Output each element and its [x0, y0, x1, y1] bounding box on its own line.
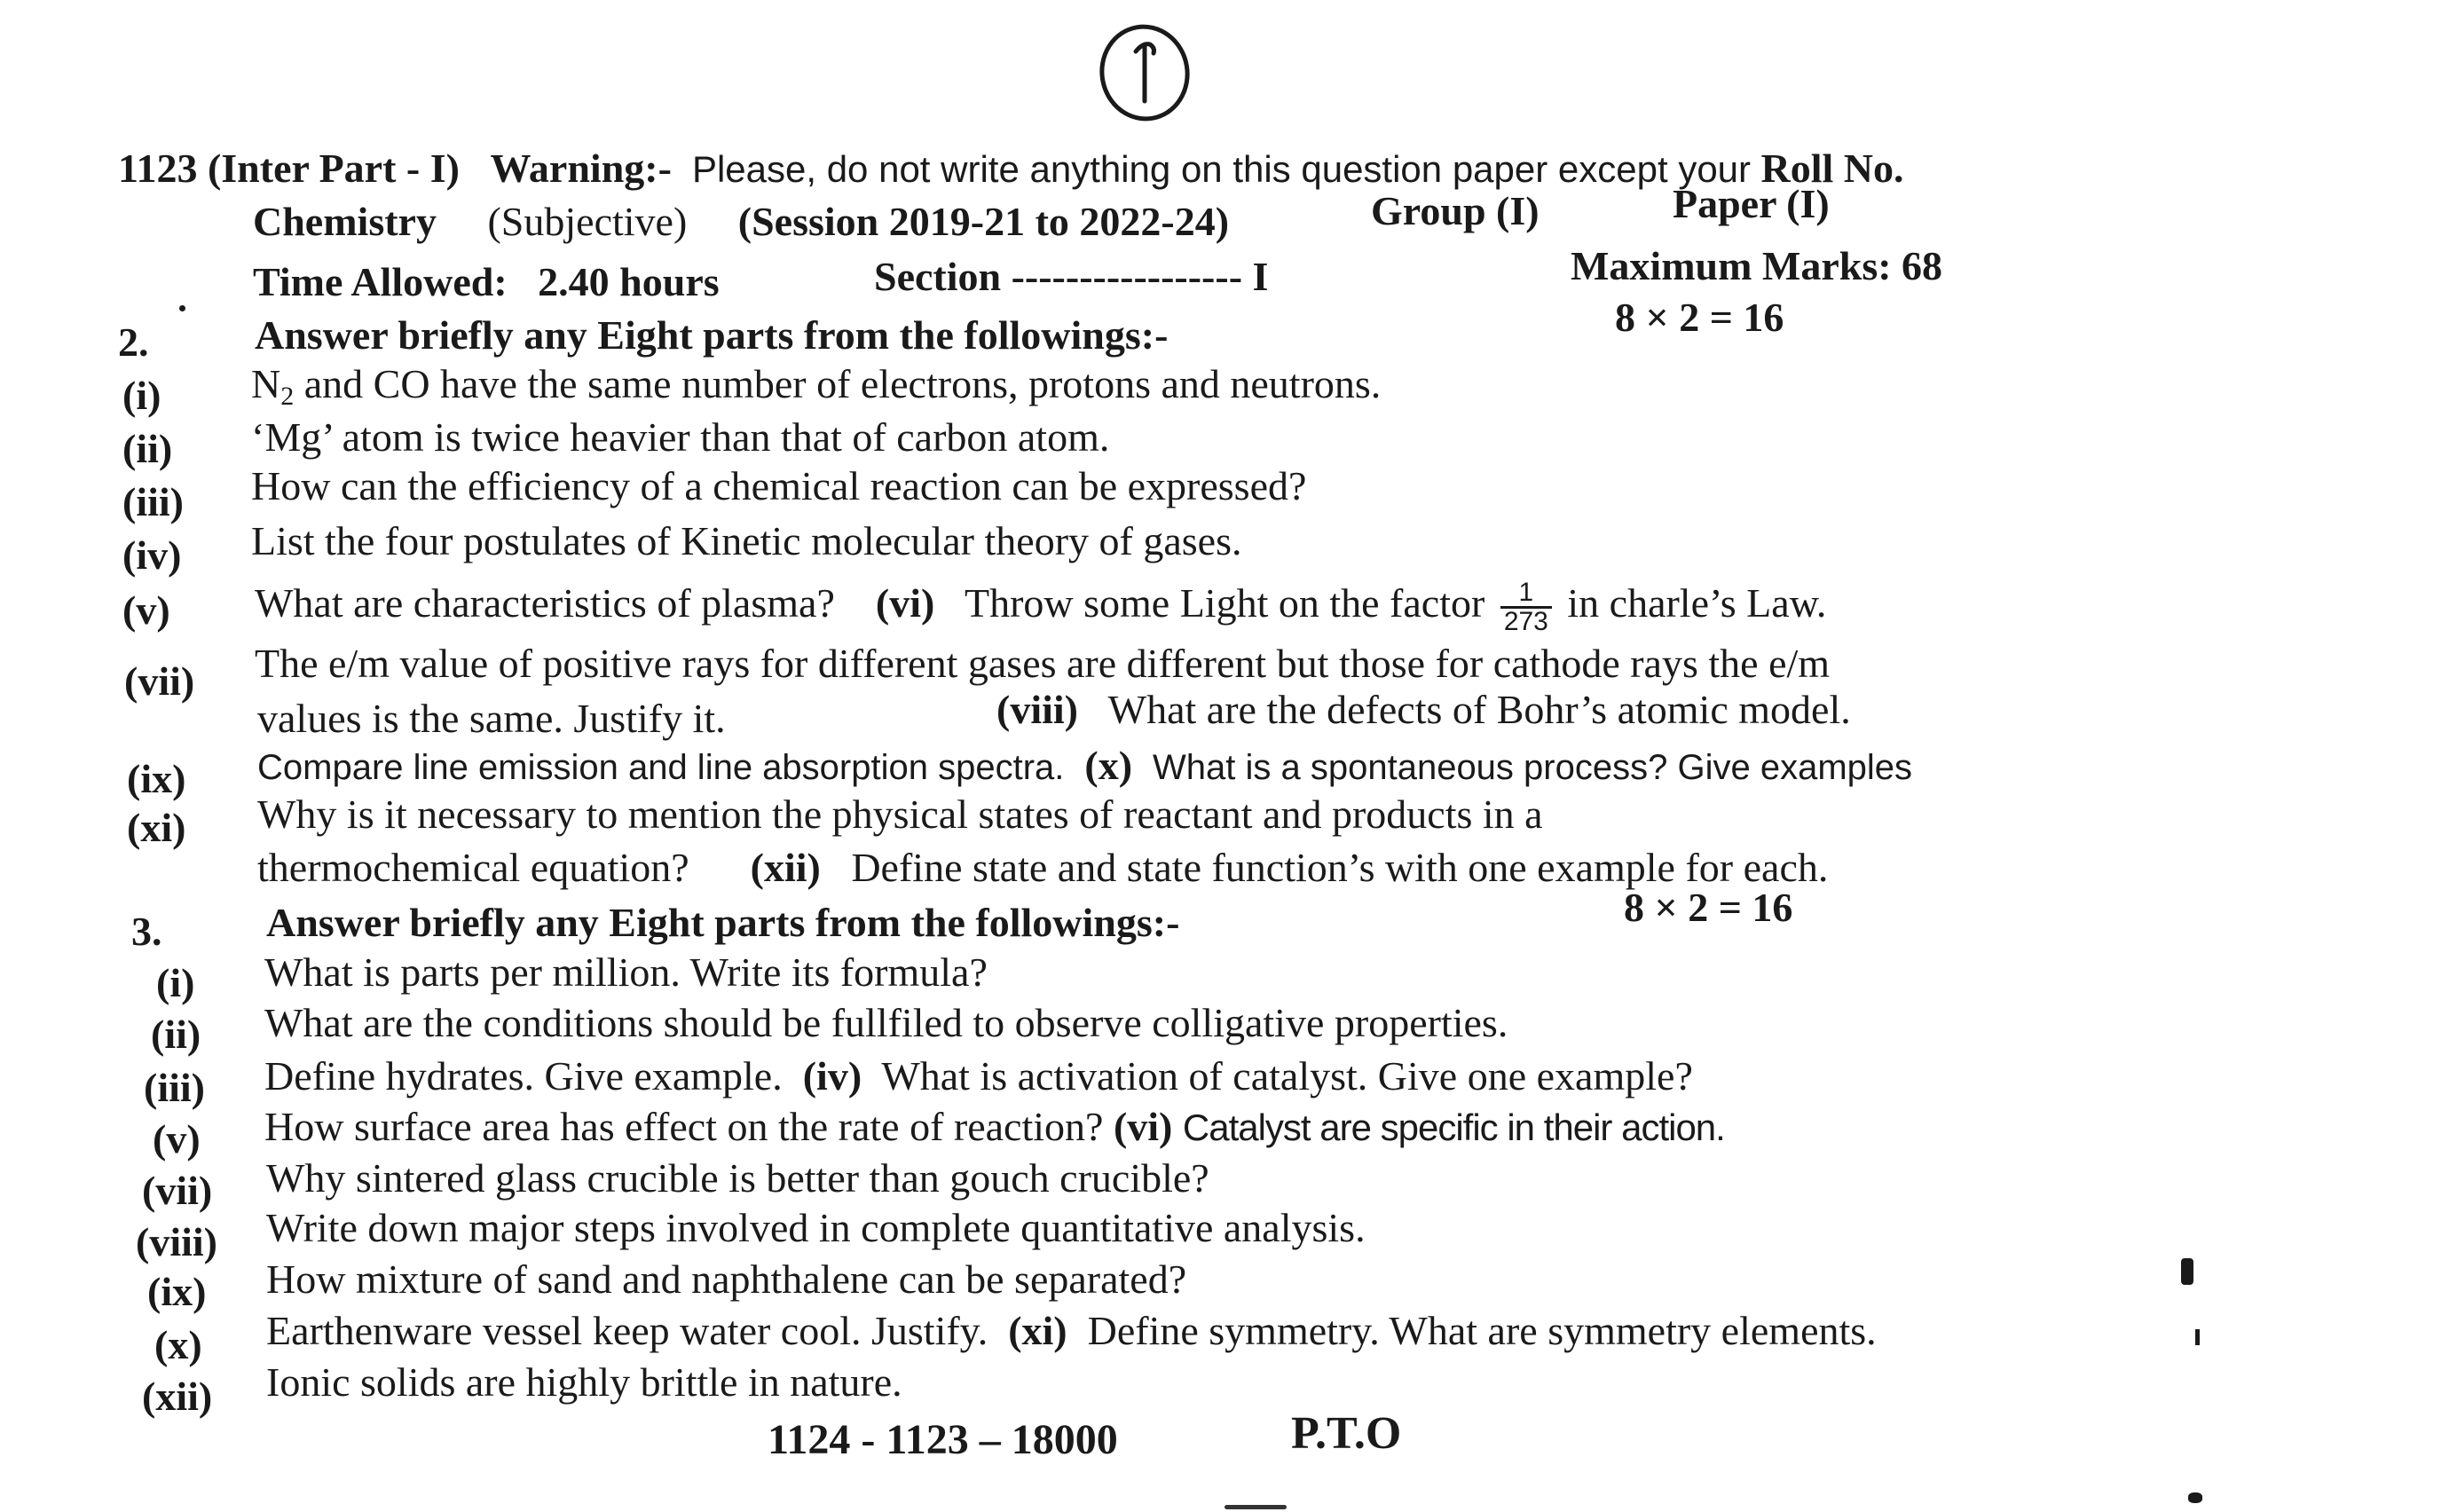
q2-number: 2.	[118, 319, 149, 365]
q3-label-iii: (iii)	[144, 1065, 205, 1110]
roll-no-text: Roll No.	[1760, 146, 1904, 191]
q3-label-iv: (iv)	[802, 1053, 862, 1099]
time-label: Time Allowed:	[253, 259, 508, 304]
scan-speck-mark	[2188, 1492, 2202, 1503]
q2-label-xi: (xi)	[127, 805, 186, 850]
q3-label-vii: (vii)	[142, 1168, 213, 1213]
q3-part-vii: Why sintered glass crucible is better than gouch crucible?	[266, 1155, 1209, 1201]
q3-label-ii: (ii)	[151, 1012, 201, 1057]
q2-instruction: Answer briefly any Eight parts from the followings:-	[255, 312, 1169, 358]
q2-label-vii: (vii)	[124, 658, 195, 704]
time-value: 2.40 hours	[538, 259, 720, 304]
subject-name: Chemistry	[253, 199, 437, 244]
q3-part-xi: Define symmetry. What are symmetry elements.	[1087, 1308, 1877, 1353]
q2-part-i: $N_2$ and CO have the same number of electrons, protons and neutrons.	[251, 361, 1382, 411]
q2-part-xi-line2: thermochemical equation?	[257, 845, 689, 890]
q2-part-viii: What are the defects of Bohr’s atomic model.	[1107, 687, 1851, 732]
session-text: (Session 2019-21 to 2022-24)	[737, 199, 1230, 244]
q3-part-v: How surface area has effect on the rate of reaction?	[264, 1104, 1104, 1149]
header-line-2	[253, 197, 1229, 247]
group-text: Group (I)	[1371, 188, 1540, 233]
q2-part-v-vi: What are characteristics of plasma? (vi) Throw some Light on the factor $\frac{1}{273}$ in charle’s Law.	[255, 577, 1827, 636]
q2-label-i: (i)	[122, 373, 161, 418]
q2-part-vii-line2: values is the same. Justify it.	[257, 696, 726, 741]
q2-label-iv: (iv)	[122, 532, 182, 578]
paper-number: Paper (I)	[1673, 181, 1830, 226]
q2-marks: 8 × 2 = 16	[1615, 295, 1784, 340]
header-line-3	[253, 257, 720, 307]
q3-part-iii-iv	[264, 1051, 1693, 1101]
q2-part-v: What are characteristics of plasma?	[255, 580, 835, 626]
q3-part-x: Earthenware vessel keep water cool. Justify.	[266, 1308, 988, 1353]
q3-marks: 8 × 2 = 16	[1624, 885, 1793, 930]
q3-part-viii: Write down major steps involved in complete quantitative analysis.	[266, 1205, 1366, 1250]
q3-instruction: Answer briefly any Eight parts from the followings:-	[266, 900, 1180, 945]
q2-part-xi-line1: Why is it necessary to mention the physical states of reactant and products in a	[257, 791, 1543, 837]
paper-type: (Subjective)	[487, 199, 688, 244]
q2-label-ii: (ii)	[122, 426, 173, 471]
q2-part-ix: Compare line emission and line absorption spectra.	[257, 748, 1065, 787]
q3-part-ix: How mixture of sand and naphthalene can be separated?	[266, 1256, 1187, 1302]
q3-part-x-xi	[266, 1306, 1877, 1356]
q2-label-x: (x)	[1084, 743, 1133, 788]
q2-label-v: (v)	[122, 587, 170, 633]
fraction-1-over-273: $\frac{1}{273}$	[1500, 579, 1552, 635]
q2-label-vi: (vi)	[875, 580, 935, 626]
q3-part-vi: Catalyst are specific in their action.	[1182, 1106, 1725, 1148]
section-label: Section ----------------- I	[874, 254, 1269, 299]
maximum-marks: Maximum Marks: 68	[1571, 243, 1943, 288]
q3-part-ii: What are the conditions should be fullfiled to observe colligative properties.	[264, 1000, 1508, 1045]
q3-part-iii: Define hydrates. Give example.	[264, 1053, 783, 1099]
scan-speck-mark	[179, 305, 185, 311]
warning-text: Please, do not write anything on this question paper except your	[691, 148, 1752, 190]
q3-label-xii: (xii)	[142, 1374, 213, 1419]
q3-number: 3.	[131, 909, 162, 954]
scan-speck-mark	[2181, 1258, 2193, 1285]
q2-label-viii: (viii)	[996, 687, 1078, 732]
q3-part-iv: What is activation of catalyst. Give one example?	[881, 1053, 1693, 1099]
q2-part-vii-line1: The e/m value of positive rays for different gases are different but those for cathode rays the e/m	[255, 641, 1831, 686]
q2-part-xi-xii	[257, 843, 1828, 893]
circled-number-seal	[1093, 18, 1200, 129]
q2-part-iii: How can the efficiency of a chemical reaction can be expressed?	[251, 463, 1307, 508]
q2-part-viii-row	[996, 685, 1851, 735]
q3-label-i: (i)	[156, 960, 195, 1005]
q3-label-vi: (vi)	[1113, 1104, 1173, 1149]
q2-label-iii: (iii)	[122, 479, 184, 524]
scan-speck-mark	[1225, 1505, 1287, 1509]
q3-part-v-vi	[264, 1102, 1725, 1153]
scan-speck-mark	[2195, 1329, 2200, 1345]
footer-code: 1124 - 1123 – 18000	[768, 1416, 1118, 1463]
q3-label-xi: (xi)	[1008, 1308, 1067, 1353]
q2-part-ii: ‘Mg’ atom is twice heavier than that of carbon atom.	[251, 414, 1110, 460]
q2-part-x: What is a spontaneous process? Give examples	[1153, 748, 1913, 787]
circle-mark-icon	[1093, 18, 1200, 124]
header-line-1	[118, 144, 1904, 194]
paper-code: 1123 (Inter Part - I)	[118, 146, 460, 191]
q3-label-v: (v)	[153, 1116, 201, 1162]
q3-label-ix: (ix)	[147, 1269, 207, 1314]
q2-label-ix: (ix)	[127, 756, 186, 801]
q3-part-i: What is parts per million. Write its formula?	[264, 949, 988, 995]
pto-label: P.T.O	[1291, 1408, 1402, 1459]
q2-part-vi: Throw some Light on the factor	[964, 580, 1485, 626]
q2-label-xii: (xii)	[750, 845, 821, 890]
q2-part-ix-x	[257, 741, 1912, 792]
q3-part-xii: Ionic solids are highly brittle in nature.	[266, 1359, 902, 1405]
q2-part-xii: Define state and state function’s with one example for each.	[851, 845, 1829, 890]
q3-label-viii: (viii)	[136, 1219, 217, 1264]
q2-part-iv: List the four postulates of Kinetic molecular theory of gases.	[251, 518, 1242, 563]
q3-label-x: (x)	[154, 1322, 202, 1367]
warning-label: Warning:-	[490, 146, 672, 191]
